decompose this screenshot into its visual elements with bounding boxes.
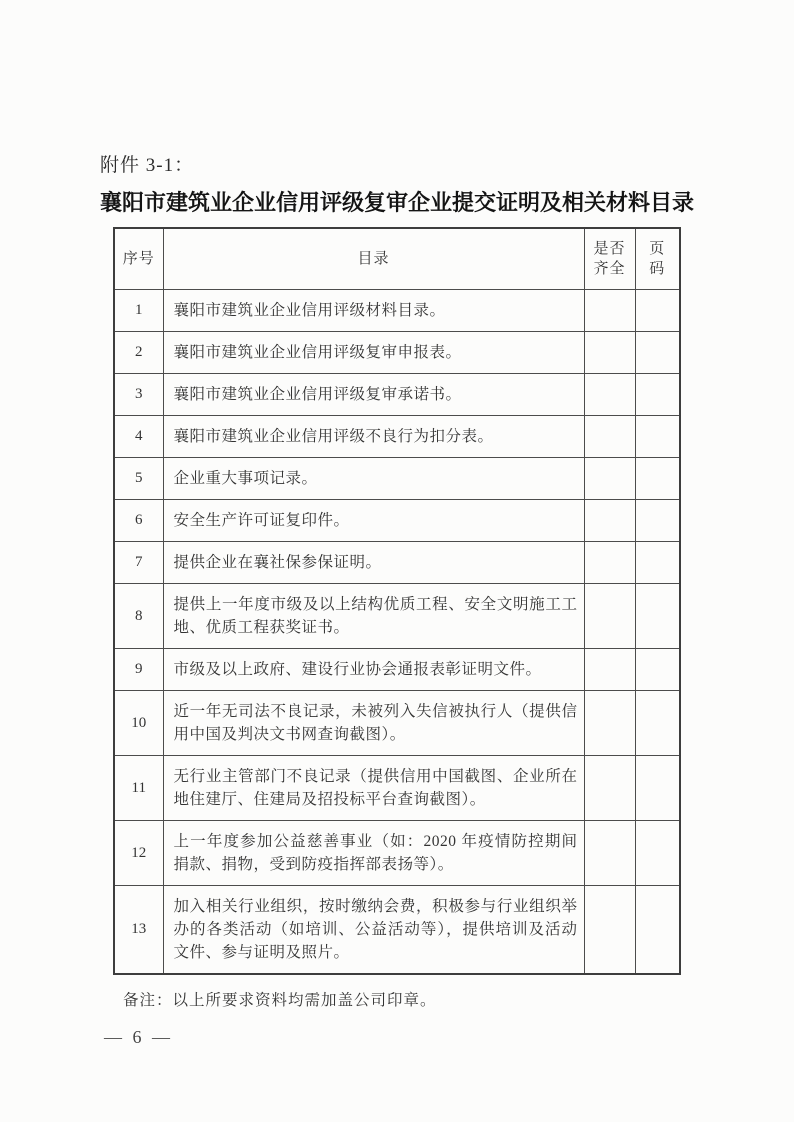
row-catalog: 安全生产许可证复印件。 bbox=[163, 500, 584, 542]
row-catalog: 襄阳市建筑业企业信用评级材料目录。 bbox=[163, 290, 584, 332]
row-catalog: 近一年无司法不良记录，未被列入失信被执行人（提供信用中国及判决文书网查询截图）。 bbox=[163, 691, 584, 756]
table-row bbox=[114, 374, 680, 416]
cell-complete bbox=[584, 649, 635, 691]
cell-page bbox=[635, 756, 680, 821]
row-number: 2 bbox=[114, 332, 163, 374]
row-number: 11 bbox=[114, 756, 163, 821]
cell-page bbox=[635, 542, 680, 584]
cell-complete bbox=[584, 756, 635, 821]
cell-complete bbox=[584, 584, 635, 649]
table-row bbox=[114, 886, 680, 975]
row-number: 1 bbox=[114, 290, 163, 332]
row-catalog: 提供上一年度市级及以上结构优质工程、安全文明施工工地、优质工程获奖证书。 bbox=[163, 584, 584, 649]
row-catalog: 提供企业在襄社保参保证明。 bbox=[163, 542, 584, 584]
cell-page bbox=[635, 416, 680, 458]
row-catalog: 市级及以上政府、建设行业协会通报表彰证明文件。 bbox=[163, 649, 584, 691]
cell-page bbox=[635, 649, 680, 691]
cell-complete bbox=[584, 332, 635, 374]
table-row bbox=[114, 756, 680, 821]
cell-page bbox=[635, 584, 680, 649]
row-catalog: 襄阳市建筑业企业信用评级不良行为扣分表。 bbox=[163, 416, 584, 458]
doc-title: 襄阳市建筑业企业信用评级复审企业提交证明及相关材料目录 bbox=[99, 190, 694, 215]
cell-complete bbox=[584, 500, 635, 542]
header-row bbox=[114, 228, 680, 290]
header-catalog: 目录 bbox=[163, 228, 584, 290]
attachment-label: 附件 3-1： bbox=[100, 155, 195, 176]
table-row bbox=[114, 500, 680, 542]
cell-page bbox=[635, 821, 680, 886]
table-row bbox=[114, 290, 680, 332]
table-row bbox=[114, 691, 680, 756]
row-catalog: 无行业主管部门不良记录（提供信用中国截图、企业所在地住建厅、住建局及招投标平台查询截图）。 bbox=[163, 756, 584, 821]
materials-table bbox=[113, 227, 681, 975]
row-number: 9 bbox=[114, 649, 163, 691]
cell-page bbox=[635, 691, 680, 756]
header-complete bbox=[584, 228, 635, 290]
row-number: 12 bbox=[114, 821, 163, 886]
cell-page bbox=[635, 332, 680, 374]
row-number: 7 bbox=[114, 542, 163, 584]
cell-complete bbox=[584, 416, 635, 458]
note: 备注：以上所要求资料均需加盖公司印章。 bbox=[123, 992, 437, 1009]
cell-page bbox=[635, 458, 680, 500]
row-catalog: 上一年度参加公益慈善事业（如：2020 年疫情防控期间捐款、捐物，受到防疫指挥部表扬等）。 bbox=[163, 821, 584, 886]
row-catalog: 襄阳市建筑业企业信用评级复审申报表。 bbox=[163, 332, 584, 374]
table-row bbox=[114, 416, 680, 458]
cell-page bbox=[635, 374, 680, 416]
header-page-label: 页码 bbox=[649, 241, 666, 277]
cell-complete bbox=[584, 886, 635, 975]
row-number: 13 bbox=[114, 886, 163, 975]
row-number: 6 bbox=[114, 500, 163, 542]
row-number: 10 bbox=[114, 691, 163, 756]
table-row bbox=[114, 458, 680, 500]
cell-complete bbox=[584, 374, 635, 416]
cell-complete bbox=[584, 691, 635, 756]
cell-page bbox=[635, 886, 680, 975]
row-catalog: 加入相关行业组织，按时缴纳会费，积极参与行业组织举办的各类活动（如培训、公益活动等），提供培训及活动文件、参与证明及照片。 bbox=[163, 886, 584, 975]
cell-page bbox=[635, 500, 680, 542]
row-number: 8 bbox=[114, 584, 163, 649]
row-number: 3 bbox=[114, 374, 163, 416]
page-number: — 6 — bbox=[104, 1027, 173, 1047]
cell-complete bbox=[584, 821, 635, 886]
table-row bbox=[114, 649, 680, 691]
header-complete-label: 是否齐全 bbox=[593, 241, 626, 277]
cell-complete bbox=[584, 458, 635, 500]
table-row bbox=[114, 332, 680, 374]
row-number: 4 bbox=[114, 416, 163, 458]
cell-complete bbox=[584, 290, 635, 332]
header-page bbox=[635, 228, 680, 290]
table-row bbox=[114, 584, 680, 649]
cell-complete bbox=[584, 542, 635, 584]
row-number: 5 bbox=[114, 458, 163, 500]
row-catalog: 企业重大事项记录。 bbox=[163, 458, 584, 500]
row-catalog: 襄阳市建筑业企业信用评级复审承诺书。 bbox=[163, 374, 584, 416]
cell-page bbox=[635, 290, 680, 332]
table-body bbox=[114, 290, 680, 975]
table-row bbox=[114, 821, 680, 886]
header-index: 序号 bbox=[114, 228, 163, 290]
table-row bbox=[114, 542, 680, 584]
